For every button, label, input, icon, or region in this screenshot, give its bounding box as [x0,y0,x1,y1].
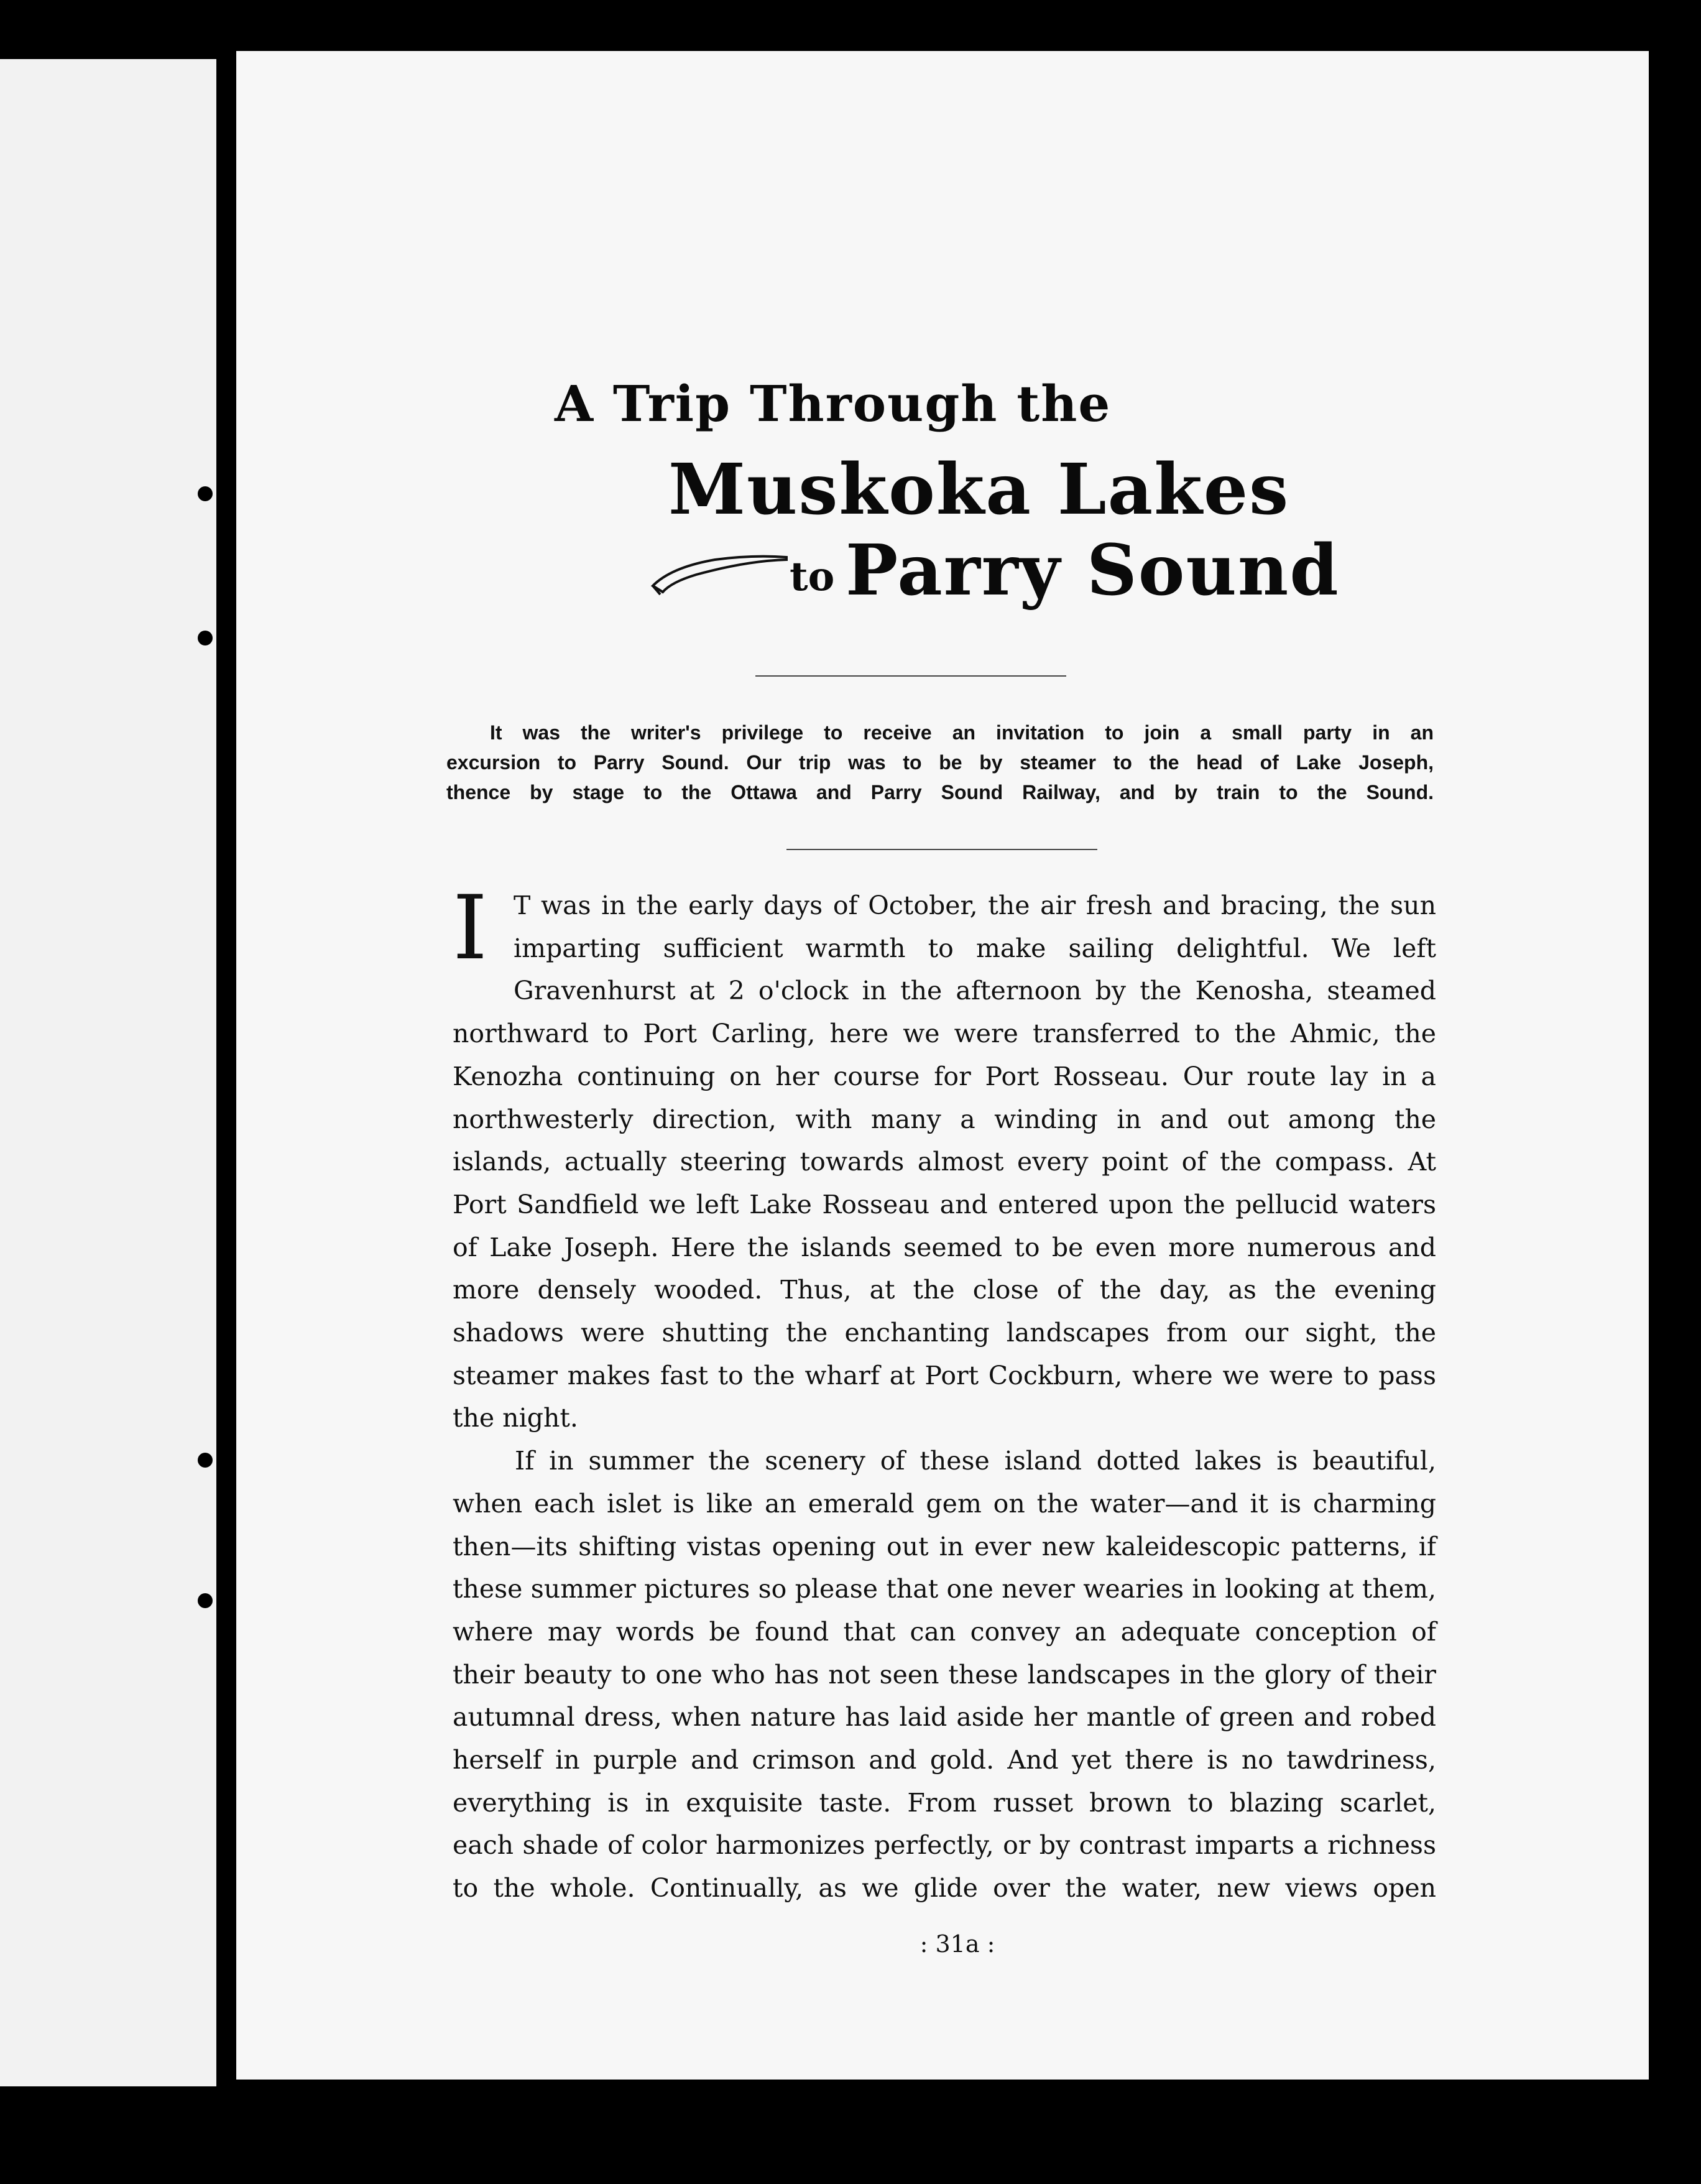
book-page [236,51,1649,2080]
text-line: their beauty to one who has not seen these landscapes in the glory of their [453,1659,1436,1690]
binding-hole [198,486,213,501]
text-line: where may words be found that can convey an adequate conception of [453,1616,1436,1647]
text-line: imparting sufficient warmth to make sailing delightful. We left [514,933,1436,963]
intro-line: It was the writer's privilege to receive an invitation to join a small party in an [490,721,1434,744]
intro-line: excursion to Parry Sound. Our trip was to be by steamer to the head of Lake Joseph, [446,751,1434,774]
binding-hole [198,631,213,645]
text-line: then—its shifting vistas opening out in ever new kaleidescopic patterns, if [453,1531,1436,1562]
text-line: everything is in exquisite taste. From russet brown to blazing scarlet, [453,1787,1436,1818]
text-line: more densely wooded. Thus, at the close of the day, as the evening [453,1275,1436,1305]
text-line: each shade of color harmonizes perfectly, or by contrast imparts a richness [453,1830,1436,1861]
intro-paragraph [446,718,1434,807]
text-line: northwesterly direction, with many a winding in and out among the [453,1104,1436,1134]
text-line: herself in purple and crimson and gold. And yet there is no tawdriness, [453,1745,1436,1775]
page-number: : 31a : [920,1930,995,1958]
text-line: to the whole. Continually, as we glide over the water, new views open [453,1873,1436,1904]
text-line: islands, actually steering towards almost every point of the compass. At [453,1147,1436,1177]
text-line: If in summer the scenery of these island dotted lakes is beautiful, [515,1446,1436,1476]
body-text [453,877,1436,1910]
text-line: Gravenhurst at 2 o'clock in the afternoon by the Kenosha, steamed [514,976,1436,1006]
title-line-3: Parry Sound [846,530,1340,611]
binding-hole [198,1453,213,1468]
text-line: steamer makes fast to the wharf at Port Cockburn, where we were to pass [453,1360,1436,1390]
divider-rule [786,849,1097,850]
drop-cap: I [453,877,488,979]
text-line: northward to Port Carling, here we were transferred to the Ahmic, the [453,1019,1436,1049]
intro-line: thence by stage to the Ottawa and Parry Sound Railway, and by train to the Sound. [446,781,1434,803]
title-line-3-prefix: to [790,553,835,600]
text-line: of Lake Joseph. Here the islands seemed to be even more numerous and [453,1232,1436,1262]
binding-hole [198,1593,213,1608]
text-line: T was in the early days of October, the air fresh and bracing, the sun [514,891,1436,920]
text-line: Port Sandfield we left Lake Rosseau and entered upon the pellucid waters [453,1189,1436,1219]
text-line: when each islet is like an emerald gem on the water—and it is charming [453,1488,1436,1519]
divider-rule [755,675,1066,677]
text-line: these summer pictures so please that one never wearies in looking at them, [453,1574,1436,1604]
facing-page-edge [0,59,216,2086]
title-flourish [647,542,796,611]
title-line-1: A Trip Through the [555,374,1112,433]
text-line: autumnal dress, when nature has laid aside her mantle of green and robed [453,1702,1436,1733]
text-line: the night. [453,1403,578,1433]
text-line: shadows were shutting the enchanting landscapes from our sight, the [453,1318,1436,1348]
text-line: Kenozha continuing on her course for Port Rosseau. Our route lay in a [453,1061,1436,1091]
title-line-2: Muskoka Lakes [668,449,1290,530]
